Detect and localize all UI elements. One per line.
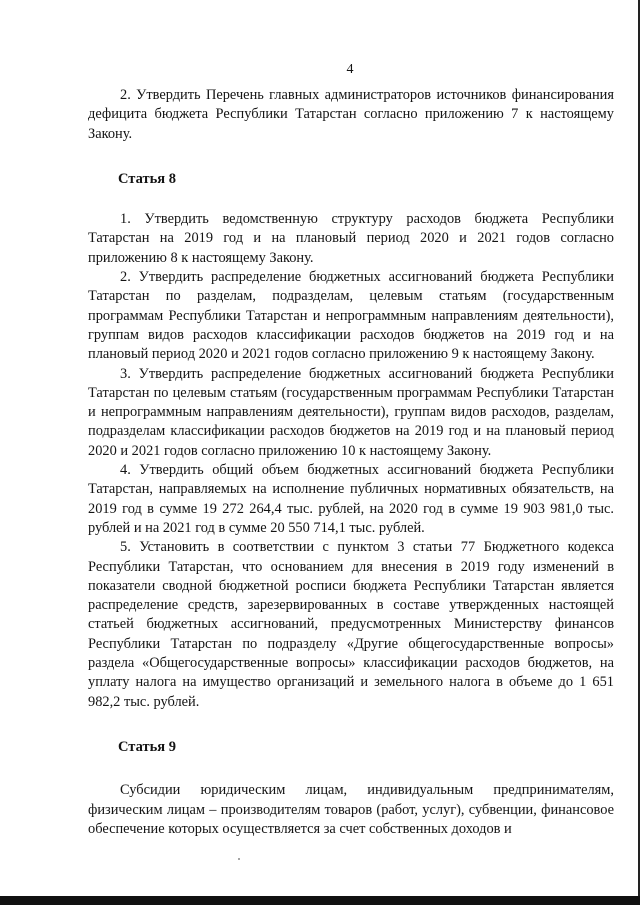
article-8-paragraph-5: 5. Установить в соответствии с пунктом 3 статьи 77 Бюджетного кодекса Республики Татарстан, что основанием для внесения в 2019 году изменений в показатели сводной бюджетной росписи бюджета Республики Татарстан является распределение средств, зарезервированных в составе утвержденных настоящей статьей бюджетных ассигнований, предусмотренных Министерству финансов Республики Татарстан по подразделу «Другие общегосударственные вопросы» раздела «Общегосударственные вопросы» классификации расходов бюджетов, на уплату налога на имущество организаций и земельного налога в объеме до 1 651 982,2 тыс. рублей. xyxy=(88,539,614,710)
paragraph-2-intro: 2. Утвердить Перечень главных администраторов источников финансирования дефицита бюджета Республики Татарстан согласно приложению 7 к настоящему Закону. xyxy=(88,87,614,142)
article-9-paragraph-1: Субсидии юридическим лицам, индивидуальным предпринимателям, физическим лицам – производителям товаров (работ, услуг), субвенции, финансовое обеспечение которых осуществляется за счет собственных доходов и xyxy=(88,782,614,837)
page-body xyxy=(88,86,614,839)
article-8-paragraph-2: 2. Утвердить распределение бюджетных ассигнований бюджета Республики Татарстан по разделам, подразделам, целевым статьям (государственным программам Республики Татарстан и непрограммным направлениям деятельности), группам видов расходов классификации расходов бюджетов на 2019 год и на плановый период 2020 и 2021 годов согласно приложению 9 к настоящему Закону. xyxy=(88,269,614,363)
scan-speck xyxy=(238,858,240,860)
scan-edge-bottom xyxy=(0,896,640,905)
article-8-heading: Статья 8 xyxy=(118,170,176,187)
article-8-paragraph-4: 4. Утвердить общий объем бюджетных ассигнований бюджета Республики Татарстан, направляемых на исполнение публичных нормативных обязательств, на 2019 год в сумме 19 272 264,4 тыс. рублей, на 2020 год в сумме 19 903 981,0 тыс. рублей и на 2021 год в сумме 20 550 714,1 тыс. рублей. xyxy=(88,462,614,536)
article-8-paragraph-3: 3. Утвердить распределение бюджетных ассигнований бюджета Республики Татарстан по целевым статьям (государственным программам Республики Татарстан и непрограммным направлениям деятельности), группам видов расходов, разделам, подразделам классификации расходов бюджетов на 2019 год и на плановый период 2020 и 2021 годов согласно приложению 10 к настоящему Закону. xyxy=(88,365,614,459)
article-9-heading: Статья 9 xyxy=(118,738,176,755)
article-8-paragraph-1: 1. Утвердить ведомственную структуру расходов бюджета Республики Татарстан на 2019 год и на плановый период 2020 и 2021 годов согласно приложению 8 к настоящему Закону. xyxy=(88,211,614,266)
page-number: 4 xyxy=(346,62,354,77)
